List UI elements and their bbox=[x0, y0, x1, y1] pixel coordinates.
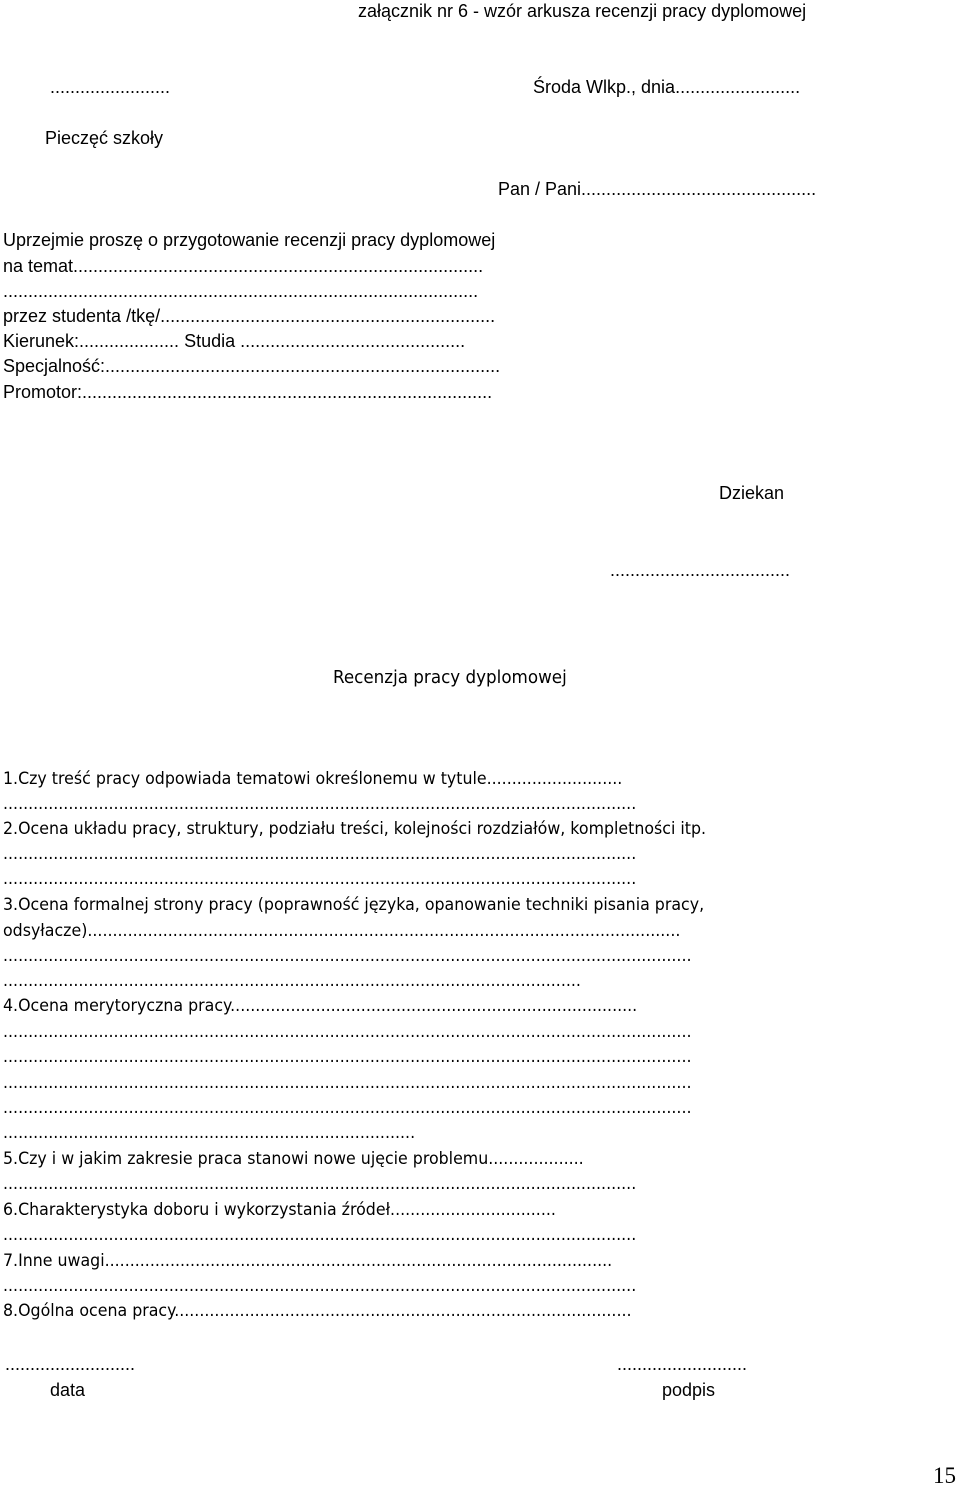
specialty-line: Specjalność:............................................................................... bbox=[3, 356, 501, 376]
question-1: 1.Czy treść pracy odpowiada tematowi określonemu w tytule........................... bbox=[3, 769, 623, 789]
answer-line: .............................................................................................................................. bbox=[3, 1174, 637, 1194]
answer-line: ......................................................................................................................................... bbox=[3, 946, 692, 966]
date-label: data bbox=[50, 1380, 86, 1400]
answer-line: .............................................................................................................................. bbox=[3, 844, 637, 864]
attachment-title: załącznik nr 6 - wzór arkusza recenzji pracy dyplomowej bbox=[358, 1, 807, 21]
answer-line: .............................................................................................................................. bbox=[3, 1276, 637, 1296]
answer-line: .................................................................................. bbox=[3, 1123, 416, 1143]
field-studies-line: Kierunek:.................... Studia ............................................. bbox=[3, 331, 466, 351]
answer-line: .............................................................................................................................. bbox=[3, 869, 637, 889]
school-stamp-placeholder: ........................ bbox=[50, 77, 171, 97]
promoter-line: Promotor:.................................................................................. bbox=[3, 382, 493, 402]
request-intro: Uprzejmie proszę o przygotowanie recenzji pracy dyplomowej bbox=[3, 230, 496, 250]
question-4: 4.Ocena merytoryczna pracy................................................................................. bbox=[3, 996, 638, 1016]
question-8: 8.Ogólna ocena pracy........................................................................................... bbox=[3, 1301, 632, 1321]
question-2: 2.Ocena układu pracy, struktury, podziału treści, kolejności rozdziałów, kompletności itp. bbox=[3, 819, 707, 839]
answer-line: ......................................................................................................................................... bbox=[3, 1022, 692, 1042]
review-title: Recenzja pracy dyplomowej bbox=[333, 667, 567, 688]
signature-line: .......................... bbox=[617, 1354, 748, 1374]
place-date-line: Środa Wlkp., dnia......................... bbox=[533, 77, 801, 97]
answer-line: .............................................................................................................................. bbox=[3, 794, 637, 814]
answer-line: ......................................................................................................................................... bbox=[3, 1047, 692, 1067]
signature-label: podpis bbox=[662, 1380, 716, 1400]
answer-line: .............................................................................................................................. bbox=[3, 1225, 637, 1245]
question-5: 5.Czy i w jakim zakresie praca stanowi nowe ujęcie problemu................... bbox=[3, 1149, 584, 1169]
page-number: 15 bbox=[933, 1463, 956, 1488]
dean-label: Dziekan bbox=[719, 483, 785, 503]
question-3: 3.Ocena formalnej strony pracy (poprawność języka, opanowanie techniki pisania pracy, bbox=[3, 895, 705, 915]
school-stamp-label: Pieczęć szkoły bbox=[45, 128, 164, 148]
topic-line: na temat.................................................................................. bbox=[3, 256, 484, 276]
question-7: 7.Inne uwagi..................................................................................................... bbox=[3, 1251, 613, 1271]
answer-line: ................................................................................................................... bbox=[3, 971, 581, 991]
student-line: przez studenta /tkę/................................................................... bbox=[3, 306, 496, 326]
question-3-continuation: odsyłacze)...................................................................................................................... bbox=[3, 921, 681, 941]
answer-line: ......................................................................................................................................... bbox=[3, 1073, 692, 1093]
dean-signature-line: .................................... bbox=[610, 560, 791, 580]
addressee-line: Pan / Pani............................................... bbox=[498, 179, 817, 199]
topic-continuation: ............................................................................................... bbox=[3, 281, 479, 301]
date-line: .......................... bbox=[5, 1354, 136, 1374]
question-6: 6.Charakterystyka doboru i wykorzystania źródeł................................. bbox=[3, 1200, 556, 1220]
answer-line: ......................................................................................................................................... bbox=[3, 1098, 692, 1118]
